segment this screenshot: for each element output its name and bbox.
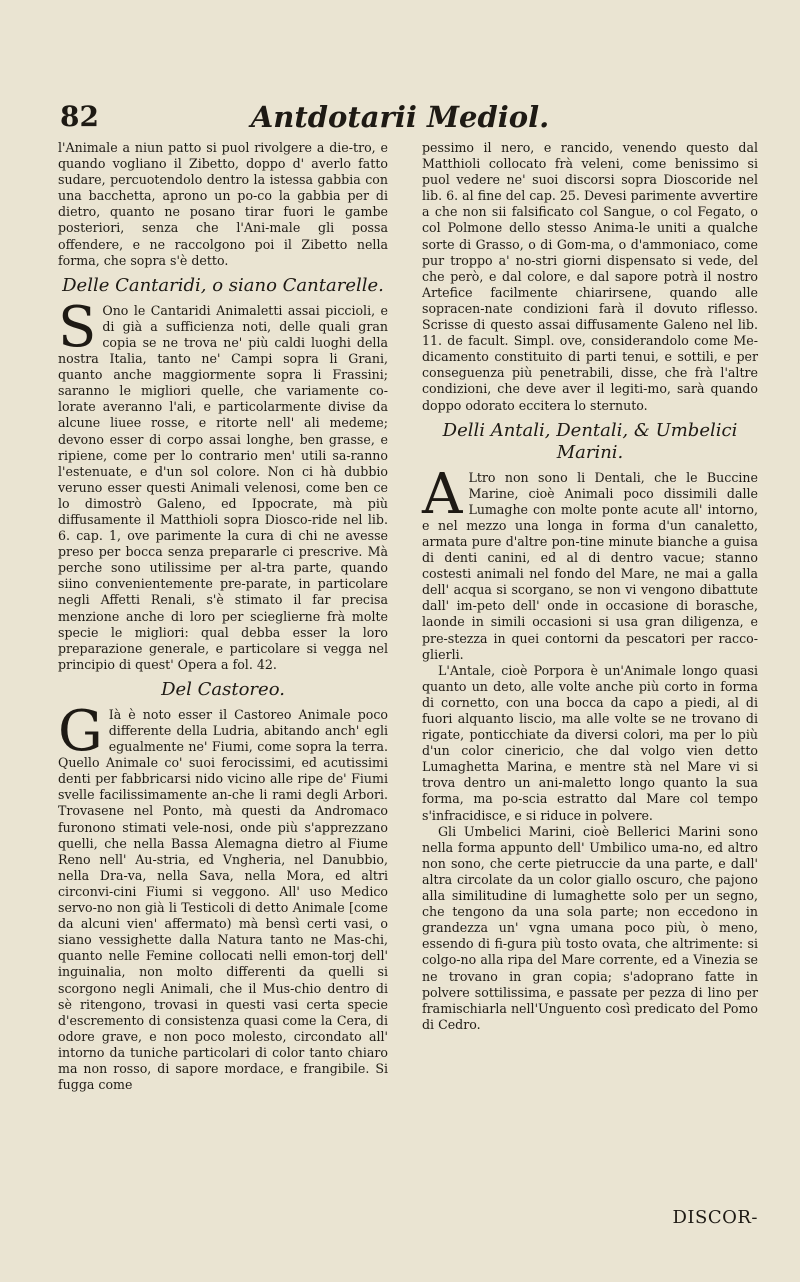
page-number: 82 [60, 100, 99, 133]
paragraph-text: Ono le Cantaridi Animaletti assai piccioli, e di già a sufficienza noti, delle quali gran copia se ne trova ne' più caldi luoghi della nostra Italia, tanto ne' Campi sopra li Grani, quanto anche maggiormente sopra li Frassini; saranno le migliori quelle, che variamente co-lorate averanno l'ali, e particolarmente divise da alcune liuee rosse, e ritorte nell' ali medeme; devono esser di corpo assai longhe, ben grasse, e ripiene, come per lo contrario men' utili sa-ranno l'estenuate, e d'un sol colore. Non ci hà dubbio veruno esser questi Animali velenosi, come ben ce lo dimostrò Galeno, ed Ippocrate, mà più diffusamente il Matthioli sopra Diosco-ride nel lib. 6. cap. 1, ove parimente la cura di chi ne avesse preso per bocca senza prepararle ci prescrive. Mà perche sono utilissime per al-tra parte, quando siino convenientemente pre-parate, in particolare negli Affetti Renali, s'è stimato il far precisa menzione anche di loro per scieglierne frà molte specie le migliori: qual debba esser la loro preparazione generale, e particolare si vegga nel principio di quest' Opera a fol. 42. [58, 302, 388, 672]
paragraph-cantaridi [58, 294, 388, 673]
paragraph-text: Ltro non sono li Dentali, che le Buccine Marine, cioè Animali poco dissimili dalle Lumaghe con molte ponte acute all' intorno, e nel mezzo una longa in forma d'un canaletto, armata pure d'altre pon-tine minute bianche a guisa di denti canini, ed al di dentro vacue; stanno costesti animali nel fondo del Mare, ne mai a galla dell' acqua si scorgano, se non vi vengono dibattute dall' im-peto dell' onde in occasione di borasche, laonde in simili occasioni si usa gran diligenza, e pre-stezza in quei contorni da pescatori per racco-glierli. [422, 469, 758, 662]
paragraph-antale: L'Antale, cioè Porpora è un'Animale longo quasi quanto un deto, alle volte anche più corto in forma di cornetto, con una bocca da capo a piedi, al di fuori alquanto liscio, ma alle volte se ne trovano di rigate, ponticchiate da diversi colori, ma per lo più d'un color cinericio, che dal volgo vien detto Lumaghetta Marina, e mentre stà nel Mare vi si trova dentro un ani-maletto longo quanto la sua forma, ma po-scia estratto dal Mare col tempo s'infracidisce, e si riduce in polvere. [422, 662, 758, 823]
section-heading-dentali: Delli Antali, Dentali, & Umbelici Marini. [442, 419, 738, 463]
catchword: DISCOR- [672, 1207, 758, 1228]
drop-cap: G [58, 698, 103, 764]
left-column [58, 140, 388, 1093]
page-header [60, 100, 740, 136]
right-column [422, 140, 758, 1033]
running-head: Antdotarii Mediol. [250, 100, 550, 134]
section-heading-cantaridi: Delle Cantaridi, o siano Cantarelle. [62, 274, 384, 296]
paragraph-text: Ià è noto esser il Castoreo Animale poco differente della Ludria, abitando anch' egli egualmente ne' Fiumi, come sopra la terra. Quello Animale co' suoi ferocissimi, ed acutissimi denti per fabbricarsi nido vicino alle ripe de' Fiumi svelle facilissimamente an-che li rami degli Arbori. Trovasene nel Ponto, mà questi da Andromaco furonono stimati vele-nosi, onde più s'apprezzano quelli, che nella Bassa Alemagna dietro al Fiume Reno nell' Au-stria, ed Vngheria, nel Danubbio, nella Dra-va, nella Sava, nella Mora, ed altri circonvi-cini Fiumi si veggono. All' uso Medico servo-no non già li Testicoli di detto Animale [come da alcuni vien' affermato) mà bensì certi vasi, o siano vessighette dalla Natura tanto ne Mas-chi, quanto nelle Femine collocati nelli emon-torj dell' inguinalia, non molto differenti da quelli si scorgono negli Animali, che il Mus-chio dentro di sè ritengono, trovasi in questi vasi certa specie d'escremento di consistenza quasi come la Cera, di odore grave, e non poco molesto, circondato all' intorno da tuniche particolari di color tanto chiaro ma non rosso, di sapore mordace, e frangibile. Si fugga come [58, 706, 388, 1093]
paragraph-zibetto-end: l'Animale a niun patto si puol rivolgere a die-tro, e quando vogliano il Zibetto, doppo d' averlo fatto sudare, percuotendolo dentro la istessa gabbia con una bacchetta, aprono un po-co la gabbia per di dietro, quanto ne posano tirar fuori le gambe posteriori, senza che l'Ani-male gli possa offendere, e ne raccolgono poi il Zibetto nella forma, che sopra s'è detto. [58, 140, 388, 268]
paragraph-castoreo [58, 698, 388, 1093]
paragraph-umbelici: Gli Umbelici Marini, cioè Bellerici Marini sono nella forma appunto dell' Umbilico uma-no, ed altro non sono, che certe pietruccie da una parte, e dall' altra circolate da un color giallo oscuro, che pajono alla similitudine di lumaghette solo per un segno, che tengono da una sola parte; non eccedono in grandezza un' vgna umana poco più, ò meno, essendo di fi-gura più tosto ovata, che altrimente: si colgo-no alla ripa del Mare corrente, ed a Vinezia se ne trovano in gran copia; s'adoprano fatte in polvere sottilissima, e passate per pezza di lino per framischiarla nell'Unguento così predicato del Pomo di Cedro. [422, 823, 758, 1032]
drop-cap: A [422, 461, 463, 527]
section-heading-castoreo: Del Castoreo. [161, 678, 285, 700]
drop-cap: S [58, 294, 97, 360]
paragraph-castoreo-end: pessimo il nero, e rancido, venendo questo dal Matthioli collocato frà veleni, come benissimo si puol vedere ne' suoi discorsi sopra Dioscoride nel lib. 6. al fine del cap. 25. Devesi parimente avvertire a che non sii falsificato col Sangue, o col Fegato, o col Polmone dello stesso Anima-le uniti a qualche sorte di Grasso, o di Gom-ma, o d'ammoniaco, come pur troppo a' no-stri giorni dispensato si vede, del che però, e dal colore, e dal sapore potrà il nostro Artefice facilmente chiarirsene, quando alle sopracen-nate condizioni farà il dovuto riflesso. Scrisse di questo assai diffusamente Galeno nel lib. 11. de facult. Simpl. ove, considerandolo come Me-dicamento constituito di parti tenui, e sottili, e per conseguenza più penetrabili, disse, che frà l'altre condizioni, che deve aver il legiti-mo, sarà quando doppo odorato eccitera lo sternuto. [422, 140, 758, 413]
paragraph-dentali [422, 461, 758, 663]
